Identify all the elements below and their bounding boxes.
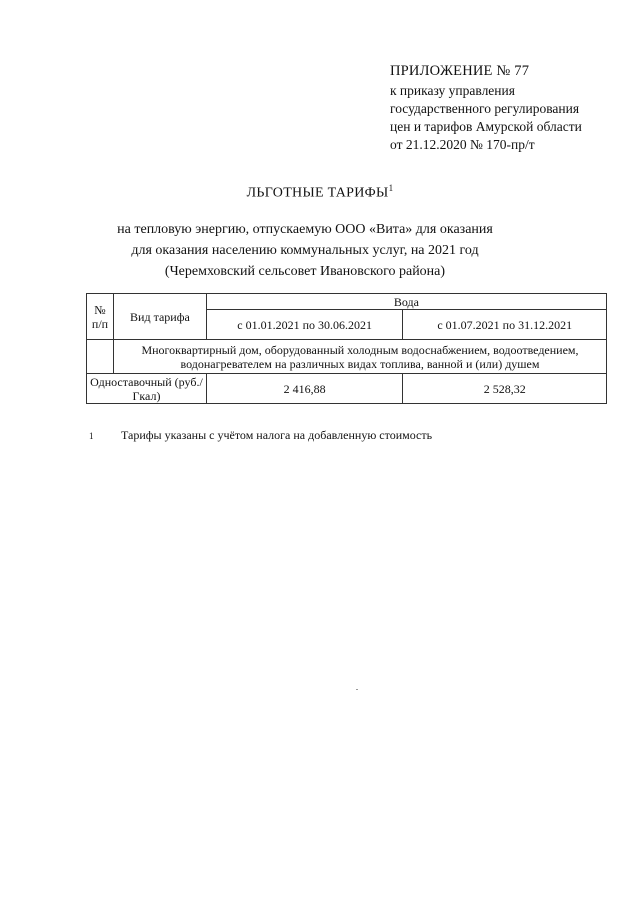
appendix-line: цен и тарифов Амурской области bbox=[390, 119, 582, 134]
appendix-number: ПРИЛОЖЕНИЕ № 77 bbox=[390, 63, 530, 79]
table-row bbox=[87, 374, 607, 404]
tariff-table bbox=[86, 293, 607, 404]
title-footnote-ref: 1 bbox=[388, 183, 394, 193]
appendix-line: государственного регулирования bbox=[390, 101, 580, 116]
appendix-line: от 21.12.2020 № 170-пр/т bbox=[390, 137, 535, 152]
row-value-period-2: 2 528,32 bbox=[403, 374, 607, 404]
category-number-cell bbox=[87, 340, 114, 374]
footnote-text: Тарифы указаны с учётом налога на добавленную стоимость bbox=[121, 428, 433, 442]
header-tariff-type: Вид тарифа bbox=[113, 294, 206, 340]
row-label: Одноставочный (руб./Гкал) bbox=[87, 374, 207, 404]
category-description: Многоквартирный дом, оборудованный холодным водоснабжением, водоотведением, водонагревателем на различных видах топлива, ванной и (или) душем bbox=[113, 340, 606, 374]
appendix-line: к приказу управления bbox=[390, 83, 515, 98]
title-text: ЛЬГОТНЫЕ ТАРИФЫ bbox=[246, 185, 389, 201]
header-number: № п/п bbox=[87, 294, 114, 340]
subtitle-line: (Черемховский сельсовет Ивановского района) bbox=[164, 264, 446, 279]
row-value-period-1: 2 416,88 bbox=[206, 374, 403, 404]
document-subtitle bbox=[80, 219, 530, 282]
appendix-block bbox=[390, 62, 582, 154]
header-period-2: с 01.07.2021 по 31.12.2021 bbox=[403, 310, 607, 340]
subtitle-line: на тепловую энергию, отпускаемую ООО «Вита» для оказания bbox=[117, 222, 493, 237]
header-water: Вода bbox=[206, 294, 606, 310]
header-period-1: с 01.01.2021 по 30.06.2021 bbox=[206, 310, 403, 340]
footnote bbox=[89, 428, 432, 443]
document-title bbox=[0, 183, 640, 202]
footnote-mark: 1 bbox=[89, 431, 94, 441]
subtitle-line: для оказания населению коммунальных услуг, на 2021 год bbox=[131, 243, 479, 258]
scan-speck bbox=[356, 689, 358, 690]
